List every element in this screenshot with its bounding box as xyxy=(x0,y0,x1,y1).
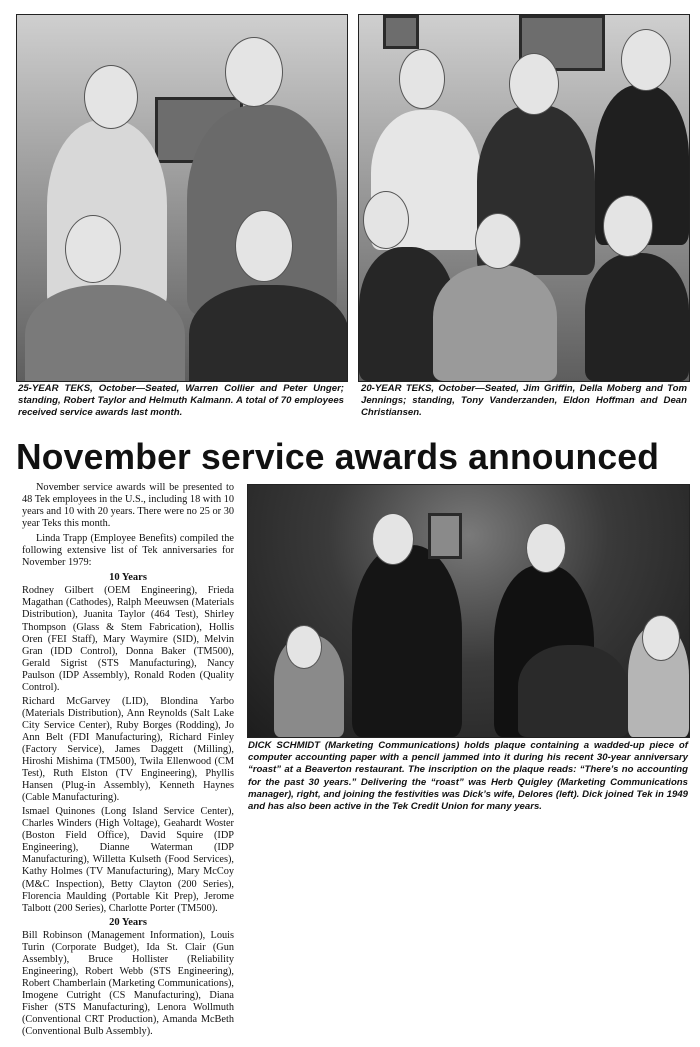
photo-20-year-teks xyxy=(358,14,690,382)
caption-dick-schmidt: DICK SCHMIDT (Marketing Communications) holds plaque containing a wadded-up piece of computer accounting paper with a pencil jammed into it during his recent 30-year anniversary “roast” at a Beaverton restaurant. The inscription on the plaque reads: “There’s no accounting for the past 30 years.” Delivering the “roast” was Herb Quigley (Marketing Communications manager), right, and joining the festivities was Dick’s wife, Delores (left). Dick joined Tek in 1949 and has also been active in the Tek Credit Union for many years. xyxy=(248,740,688,813)
article-intro: November service awards will be presented to 48 Tek employees in the U.S., including 18 with 10 years and 10 with 20 years. There were no 25 or 30 year Teks this month. xyxy=(22,482,234,530)
headline: November service awards announced xyxy=(16,436,660,477)
list-10-years-a: Rodney Gilbert (OEM Engineering), Frieda Magathan (Cathodes), Ralph Meeuwsen (Materials Distribution), Juanita Taylor (464 Test), Shirley Thompson (Glass & Stem Fabrication), Hollis Oren (FEI Staff), Mary Waymire (SID), Melvin Gran (IDD Control), Donna Baker (TM500), Gerald Sigrist (STS Manufacturing), Nancy Paulson (IDP Assembly), Ronald Roden (Quality Control). xyxy=(22,585,234,693)
heading-10-years: 10 Years xyxy=(109,572,147,584)
heading-20-years: 20 Years xyxy=(109,916,147,928)
caption-20-year-teks: 20-YEAR TEKS, October—Seated, Jim Griffin, Della Moberg and Tom Jennings; standing, Tony Vanderzanden, Eldon Hoffman and Dean Christiansen. xyxy=(361,383,687,419)
list-20-years: Bill Robinson (Management Information), Louis Turin (Corporate Budget), Ida St. Clair (Gun Assembly), Bruce Hollister (Reliability Engineering), Robert Webb (STS Engineering), Robert Chamberlain (Marketing Communications), Imogene Cutright (CS Manufacturing), Diana Fisher (STS Manufacturing), Lenora Wollmuth (Conventional CRT Production), Amanda McBeth (Conventional Bulb Assembly). xyxy=(22,929,234,1038)
article-body xyxy=(22,482,234,1040)
photo-25-year-teks xyxy=(16,14,348,382)
caption-25-year-teks: 25-YEAR TEKS, October—Seated, Warren Collier and Peter Unger; standing, Robert Taylor and Helmuth Kalmann. A total of 70 employees received service awards last month. xyxy=(18,383,344,419)
article-intro-2: Linda Trapp (Employee Benefits) compiled the following extensive list of Tek anniversaries for November 1979: xyxy=(22,533,234,569)
list-10-years-c: Ismael Quinones (Long Island Service Center), Charles Winders (High Voltage), Geahardt Woster (Boston Field Office), David Squire (IDP Engineering), Dianne Waterman (IDP Manufacturing), Willetta Kulseth (Food Services), Kathy Holmes (TV Manufacturing), Mary McCoy (M&C Inspection), Betty Clayton (200 Series), Florencia Maulding (Portable Kit Prep), Jerome Talbott (200 Series), Charlotte Porter (TM500). xyxy=(22,806,234,914)
photo-dick-schmidt xyxy=(247,484,690,738)
list-10-years-b: Richard McGarvey (LID), Blondina Yarbo (Materials Distribution), Ann Reynolds (Salt Lake City Service Center), Ruby Borges (Rodding), Jo Ann Belt (FDI Manufacturing), Richard Finley (Factory Service), James Daggett (Milling), Hiroshi Mishima (TM500), Twila Ellenwood (CM Test), Ruth Elston (TV Engineering), Phyllis Hansen (Plug-in Assembly), Kenneth Haynes (Cable Manufacturing). xyxy=(22,695,234,804)
